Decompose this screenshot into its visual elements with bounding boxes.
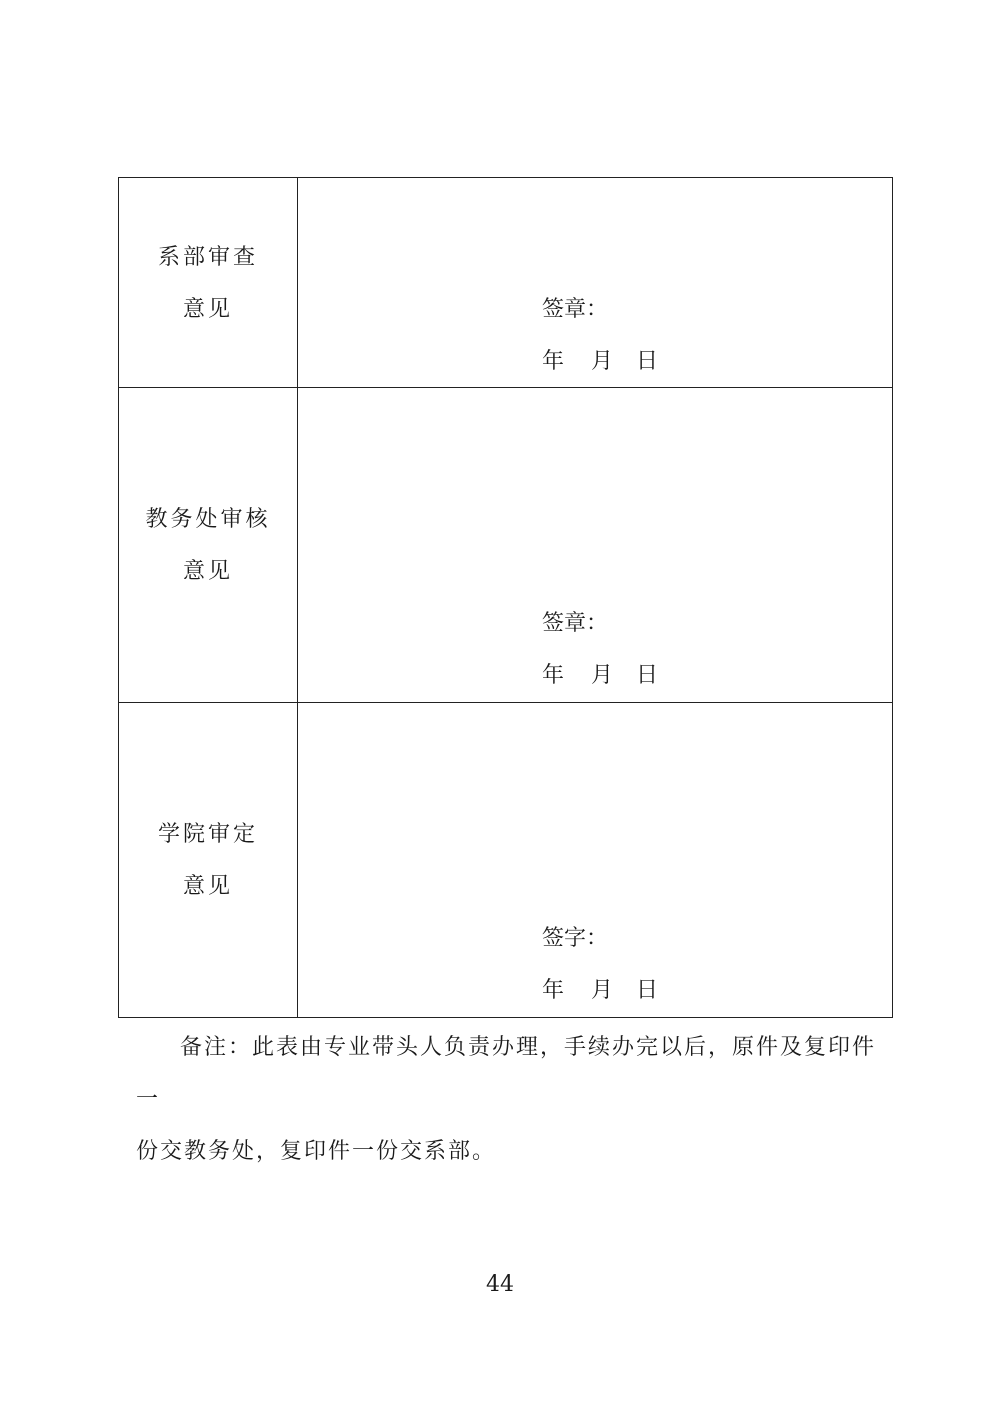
section-label-line2: 意见 (182, 874, 233, 899)
section-label-cell (119, 178, 298, 388)
section-label-cell (119, 388, 298, 703)
signature-label: 签章： (542, 297, 609, 322)
signature-label: 签字： (542, 926, 609, 951)
section-label-line2: 意见 (182, 559, 233, 584)
date-year: 年 (542, 663, 565, 688)
remarks-line1: 备注：此表由专业带头人负责办理，手续办完以后，原件及复印件一 (136, 1035, 877, 1112)
section-row-academic-affairs (119, 388, 893, 703)
remarks-line2: 份交教务处，复印件一份交系部。 (136, 1139, 497, 1164)
section-label-line1: 学院审定 (157, 822, 258, 847)
remarks-note (136, 1022, 886, 1178)
date-line (542, 965, 658, 1017)
date-line (542, 650, 658, 702)
section-row-department (119, 178, 893, 388)
section-opinion-cell[interactable] (298, 388, 893, 703)
section-label-line1: 教务处审核 (145, 507, 271, 532)
section-opinion-cell[interactable] (298, 703, 893, 1018)
date-line (542, 336, 658, 388)
section-row-college (119, 703, 893, 1018)
date-day: 日 (636, 978, 659, 1003)
section-label (119, 809, 297, 913)
section-label-line1: 系部审查 (157, 245, 258, 270)
date-month: 月 (591, 349, 614, 374)
signature-label: 签章： (542, 611, 609, 636)
date-month: 月 (591, 663, 614, 688)
page-number: 44 (486, 1272, 514, 1297)
date-year: 年 (542, 349, 565, 374)
signature-block (542, 913, 658, 1017)
date-month: 月 (591, 978, 614, 1003)
section-label-line2: 意见 (182, 297, 233, 322)
section-opinion-cell[interactable] (298, 178, 893, 388)
date-day: 日 (636, 663, 659, 688)
section-label (119, 494, 297, 598)
date-year: 年 (542, 978, 565, 1003)
section-label (119, 232, 297, 336)
signature-block (542, 598, 658, 702)
date-day: 日 (636, 349, 659, 374)
approval-form-table (118, 177, 893, 1018)
signature-block (542, 284, 658, 388)
section-label-cell (119, 703, 298, 1018)
